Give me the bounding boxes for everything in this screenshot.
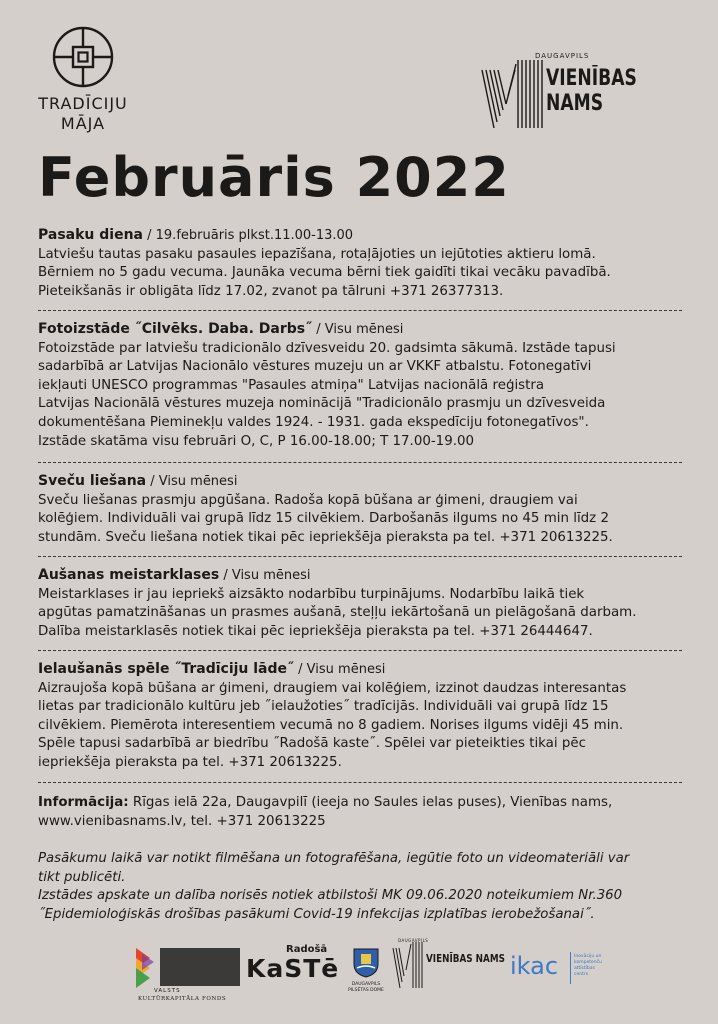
vkkf-logo (136, 946, 240, 1006)
event-desc-line: kolēģiem. Individuāli vai grupā līdz 15 cilvēkiem. Darbošanās ilgums no 45 min līdz 2 (38, 511, 609, 527)
vienibas-nams-logo (480, 52, 690, 130)
section-divider (38, 782, 682, 783)
event-heading (38, 320, 688, 340)
notes (38, 850, 698, 924)
footer-vienibas-nams-logo (392, 938, 505, 988)
note-line: Pasākumu laikā var notikt filmēšana un fotografēšana, iegūtie foto un videomateriāli var (38, 851, 630, 866)
ikac-logo (510, 952, 610, 992)
event-heading (38, 660, 688, 680)
ikac-desc-line: attīstības (574, 966, 595, 971)
ikac-desc (574, 954, 602, 978)
event-desc-line: Aizraujoša kopā būšana ar ģimeni, draugiem vai kolēģiem, izzinot daudzas interesantas (38, 680, 627, 696)
vkkf-arrow-icon (136, 948, 156, 988)
contact-info (38, 794, 688, 831)
event-heading (38, 566, 688, 586)
event-desc-line: iepriekšēja pieraksta pa tel. +371 20613225. (38, 754, 342, 770)
event-time: / Visu mēnesi (146, 474, 238, 489)
section-divider (38, 462, 682, 463)
event-desc-line: Sveču liešanas prasmju apgūšana. Radoša kopā būšana ar ģimeni, draugiem vai (38, 492, 578, 508)
event-desc-line: Latvijas Nacionālā vēstures muzeja nominācijā "Tradicionālo prasmju un dzīvesveida (38, 396, 606, 412)
event-svecu-liesana (38, 472, 688, 547)
tradiciju-maja-line2: MĀJA (60, 114, 106, 133)
event-ausanas-meistarklases (38, 566, 688, 641)
event-desc-line: lietas par tradicionālo kultūru jeb ˝ielaužoties˝ tradīcijās. Individuāli vai grupā līdz 15 (38, 699, 609, 715)
event-desc-line: Fotoizstāde par latviešu tradicionālo dzīvesveidu 20. gadsimta sākumā. Izstāde tapusi (38, 340, 616, 356)
footer-vn-big: VIENĪBAS NAMS (426, 952, 505, 965)
footer-vn-small: DAUGAVPILS (398, 938, 429, 943)
footer-vn-monogram-icon (392, 938, 429, 990)
radosa-kaste-top: Radošā (286, 944, 328, 955)
event-desc-line: Latviešu tautas pasaku pasaules iepazīšana, rotaļājoties un iejūtoties aktieru lomā. (38, 246, 596, 262)
event-heading (38, 226, 688, 246)
event-desc-line: sadarbībā ar Latvijas Nacionālo vēstures muzeju un ar VKKF atbalstu. Fotonegatīvi (38, 359, 592, 375)
ikac-desc-line: kompetenču (574, 960, 602, 965)
event-desc-line: apgūtas pamatzināšanas un prasmes aušanā, steļļu iekārtošanā un pielāgošanā darbam. (38, 605, 637, 621)
vkkf-block (160, 948, 240, 986)
event-name: Fotoizstāde ˝Cilvēks. Daba. Darbs˝ (38, 321, 313, 337)
daugavpils-line1: DAUGAVPILS (351, 982, 381, 987)
tradiciju-maja-emblem-icon (52, 26, 114, 88)
section-divider (38, 310, 682, 311)
info-label: Informācija: (38, 795, 129, 810)
event-name: Ielaušanās spēle ˝Tradīciju lāde˝ (38, 661, 295, 677)
event-time: / Visu mēnesi (294, 662, 386, 677)
event-fotoizstade (38, 320, 688, 451)
event-ielausanas-spele (38, 660, 688, 773)
daugavpils-line2: PILSĒTAS DOME (348, 988, 384, 993)
vkkf-line1: VALSTS (154, 988, 181, 994)
event-desc-line: Spēle tapusi sadarbībā ar biedrību ˝Radošā kaste˝. Spēlei var pieteikties tikai pēc (38, 736, 586, 752)
page-title: Februāris 2022 (38, 146, 510, 209)
event-time: / Visu mēnesi (219, 568, 311, 583)
info-contacts: www.vienibasnams.lv, tel. +371 20613225 (38, 813, 326, 829)
ikac-desc-line: centrs (574, 972, 589, 977)
event-desc-line: iekļauti UNESCO programmas "Pasaules atmiņa" Latvijas nacionālā reģistra (38, 377, 545, 393)
event-pasaku-diena (38, 226, 688, 301)
tradiciju-maja-logo (36, 26, 130, 134)
tradiciju-maja-line1: TRADĪCIJU (38, 94, 128, 113)
ikac-main: ikac (510, 952, 559, 980)
vn-big-text: VIENĪBAS NAMS (546, 66, 637, 116)
event-desc-line: Bērniem no 5 gadu vecuma. Jaunāka vecuma bērni tiek gaidīti tikai vecāku pavadībā. (38, 265, 611, 281)
event-desc-line: cilvēkiem. Piemērota interesentiem vecumā no 8 gadiem. Norises ilgums vidēji 45 min. (38, 717, 624, 733)
event-name: Sveču liešana (38, 473, 147, 489)
note-line: tikt publicēti. (38, 869, 126, 885)
note-line: ˝Epidemioloģiskās drošības pasākumi Covid-19 infekcijas izplatības ierobežošanai˝. (38, 906, 595, 922)
event-desc-line: Izstāde skatāma visu februāri O, C, P 16.00-18.00; T 17.00-19.00 (38, 433, 475, 449)
event-name: Aušanas meistarklases (38, 567, 220, 583)
radosa-kaste-main: KaSTē (246, 954, 340, 983)
event-time: / 19.februāris plkst.11.00-13.00 (143, 228, 354, 243)
event-heading (38, 472, 688, 492)
ikac-desc-line: Inovāciju un (574, 954, 602, 959)
event-desc-line: Dalība meistarklasēs notiek tikai pēc iepriekšēja pieraksta pa tel. +371 26444647. (38, 623, 593, 639)
event-desc-line: dokumentēšana Pieminekļu valdes 1924. - 1931. gada ekspedīciju fotonegatīvos". (38, 414, 589, 430)
event-name: Pasaku diena (38, 227, 143, 243)
vn-small-text: DAUGAVPILS (535, 52, 590, 60)
radosa-kaste-logo (246, 944, 342, 994)
section-divider (38, 650, 682, 651)
info-address: Rīgas ielā 22a, Daugavpilī (ieeja no Saules ielas puses), Vienības nams, (128, 795, 613, 810)
daugavpils-dome-logo (346, 948, 386, 1006)
note-line: Izstādes apskate un dalība norisēs notiek atbilstoši MK 09.06.2020 noteikumiem Nr.360 (38, 888, 623, 904)
event-time: / Visu mēnesi (312, 322, 404, 337)
section-divider (38, 556, 682, 557)
vn-monogram-icon (480, 56, 546, 130)
ikac-divider (570, 952, 571, 984)
event-desc-line: stundām. Sveču liešana notiek tikai pēc iepriekšēja pieraksta pa tel. +371 20613225. (38, 529, 613, 545)
event-desc-line: Meistarklases ir jau iepriekš aizsākto nodarbību turpinājums. Nodarbību laikā tiek (38, 586, 585, 602)
event-desc-line: Pieteikšanās ir obligāta līdz 17.02, zvanot pa tālruni +371 26377313. (38, 283, 504, 299)
vkkf-line2: KULTŪRKAPITĀLA FONDS (138, 996, 227, 1002)
daugavpils-coat-of-arms-icon (353, 948, 379, 978)
